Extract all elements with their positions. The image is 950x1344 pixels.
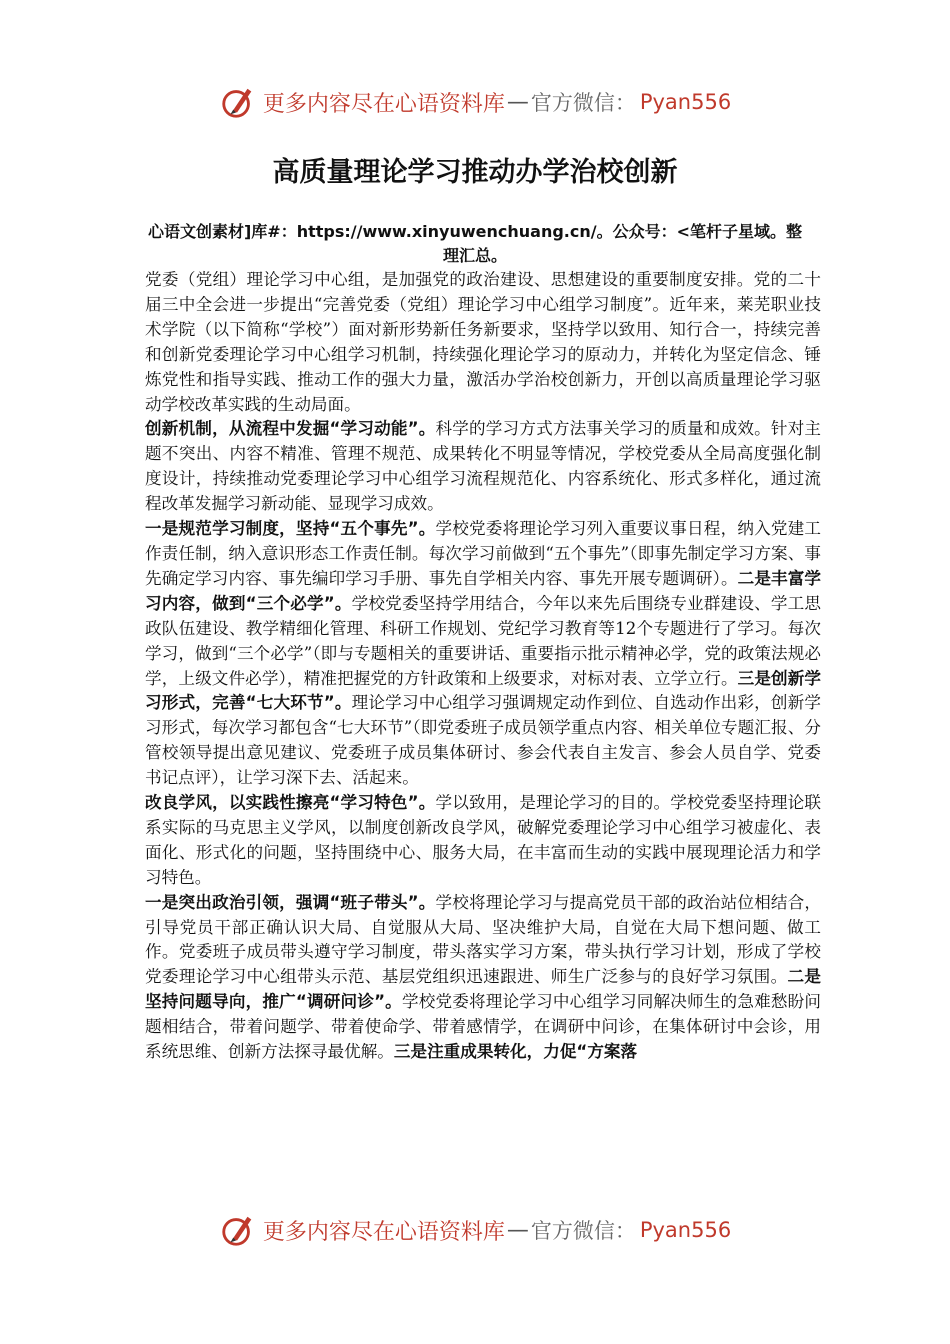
bold-heading-segment: 一是规范学习制度，坚持“五个事先”。 (145, 519, 436, 539)
bold-heading-segment: 一是突出政治引领，强调“班子带头”。 (145, 892, 436, 912)
text-segment: 学校党委坚持学用结合，今年以来先后围绕专业群建设、学工思政队伍建设、教学精细化管理、科研工作规划、党纪学习教育等12个专题进行了学习。每次学习，做到“三个必学”（即与专题相关的重要讲话、重要指示批示精神必学，党的政策法规必学，上级文件必学），精准把握党的方针政策和上级要求，对标对表、立学立行。 (145, 593, 822, 688)
bold-heading-segment: 三是创新学习形式，完善“七大环节”。 (145, 668, 822, 713)
bold-heading-segment: 改良学风，以实践性擦亮“学习特色”。 (145, 793, 436, 813)
text-segment: 学校党委将理论学习中心组学习同解决师生的急难愁盼问题相结合，带着问题学、带着使命学、带着感情学，在调研中问诊，在集体研讨中会诊，用系统思维、创新方法探寻最优解。 (145, 992, 821, 1062)
quill-seal-logo-icon (219, 83, 257, 121)
paragraph (145, 791, 821, 891)
document-body (145, 268, 821, 1065)
footer-banner (0, 1208, 950, 1252)
banner-dash: — (506, 1217, 529, 1243)
bold-heading-segment: 二是坚持问题导向，推广“调研问诊”。 (145, 967, 822, 1012)
banner-dash: — (506, 89, 529, 115)
paragraph (145, 268, 821, 417)
banner-wechat-id: Pyan556 (639, 90, 732, 114)
source-note: 心语文创素材]库#：https://www.xinyuwenchuang.cn/。公众号：<笔杆子星域。整理汇总。 (147, 222, 803, 265)
quill-seal-logo-icon (219, 1211, 257, 1249)
bold-heading-segment: 三是注重成果转化，力促“方案落 (393, 1042, 638, 1062)
text-segment: 党委（党组）理论学习中心组，是加强党的政治建设、思想建设的重要制度安排。党的二十届三中全会进一步提出“完善党委（党组）理论学习中心组学习制度”。近年来，莱芜职业技术学院（以下简称“学校”）面对新形势新任务新要求，坚持学以致用、知行合一，持续完善和创新党委理论学习中心组学习机制，持续强化理论学习的原动力，并转化为坚定信念、锤炼党性和指导实践、推动工作的强大力量，激活办学治校创新力，开创以高质量理论学习驱动学校改革实践的生动局面。 (145, 270, 821, 414)
bold-heading-segment: 创新机制，从流程中发掘“学习动能”。 (145, 419, 436, 439)
text-segment: 科学的学习方式方法事关学习的质量和成效。针对主题不突出、内容不精准、管理不规范、成果转化不明显等情况，学校党委从全局高度强化制度设计，持续推动党委理论学习中心组学习流程规范化、内容系统化、形式多样化，通过流程改革发掘学习新动能、显现学习成效。 (145, 419, 822, 514)
text-segment: 学校将理论学习与提高党员干部的政治站位相结合，引导党员干部正确认识大局、自觉服从大局、坚决维护大局，自觉在大局下想问题、做工作。党委班子成员带头遵守学习制度，带头落实学习方案，带头执行学习计划，形成了学校党委理论学习中心组带头示范、基层党组织迅速跟进、师生广泛参与的良好学习氛围。 (145, 892, 822, 987)
banner-wechat-label: 官方微信： (530, 1219, 636, 1243)
banner-text: 更多内容尽在心语资料库 (262, 1219, 505, 1245)
banner-wechat-label: 官方微信： (530, 91, 636, 115)
header-banner (0, 80, 950, 124)
banner-text: 更多内容尽在心语资料库 (262, 91, 505, 117)
paragraph (145, 417, 821, 517)
text-segment: 学以致用，是理论学习的目的。学校党委坚持理论联系实际的马克思主义学风，以制度创新改良学风，破解党委理论学习中心组学习被虚化、表面化、形式化的问题，坚持围绕中心、服务大局，在丰富而生动的实践中展现理论活力和学习特色。 (145, 793, 822, 887)
banner-wechat-id: Pyan556 (639, 1218, 732, 1242)
bold-heading-segment: 二是丰富学习内容，做到“三个必学”。 (145, 568, 822, 613)
text-segment: 理论学习中心组学习强调规定动作到位、自选动作出彩，创新学习形式，每次学习都包含“七大环节”（即党委班子成员领学重点内容、相关单位专题汇报、分管校领导提出意见建议、党委班子成员集体研讨、参会代表自主发言、参会人员自学、党委书记点评），让学习深下去、活起来。 (145, 693, 822, 788)
document-title: 高质量理论学习推动办学治校创新 (272, 157, 678, 188)
paragraph (145, 891, 821, 1065)
text-segment: 学校党委将理论学习列入重要议事日程，纳入党建工作责任制，纳入意识形态工作责任制。每次学习前做到“五个事先”（即事先制定学习方案、事先确定学习内容、事先编印学习手册、事先自学相关内容、事先开展专题调研）。 (145, 519, 822, 588)
paragraph (145, 517, 821, 791)
